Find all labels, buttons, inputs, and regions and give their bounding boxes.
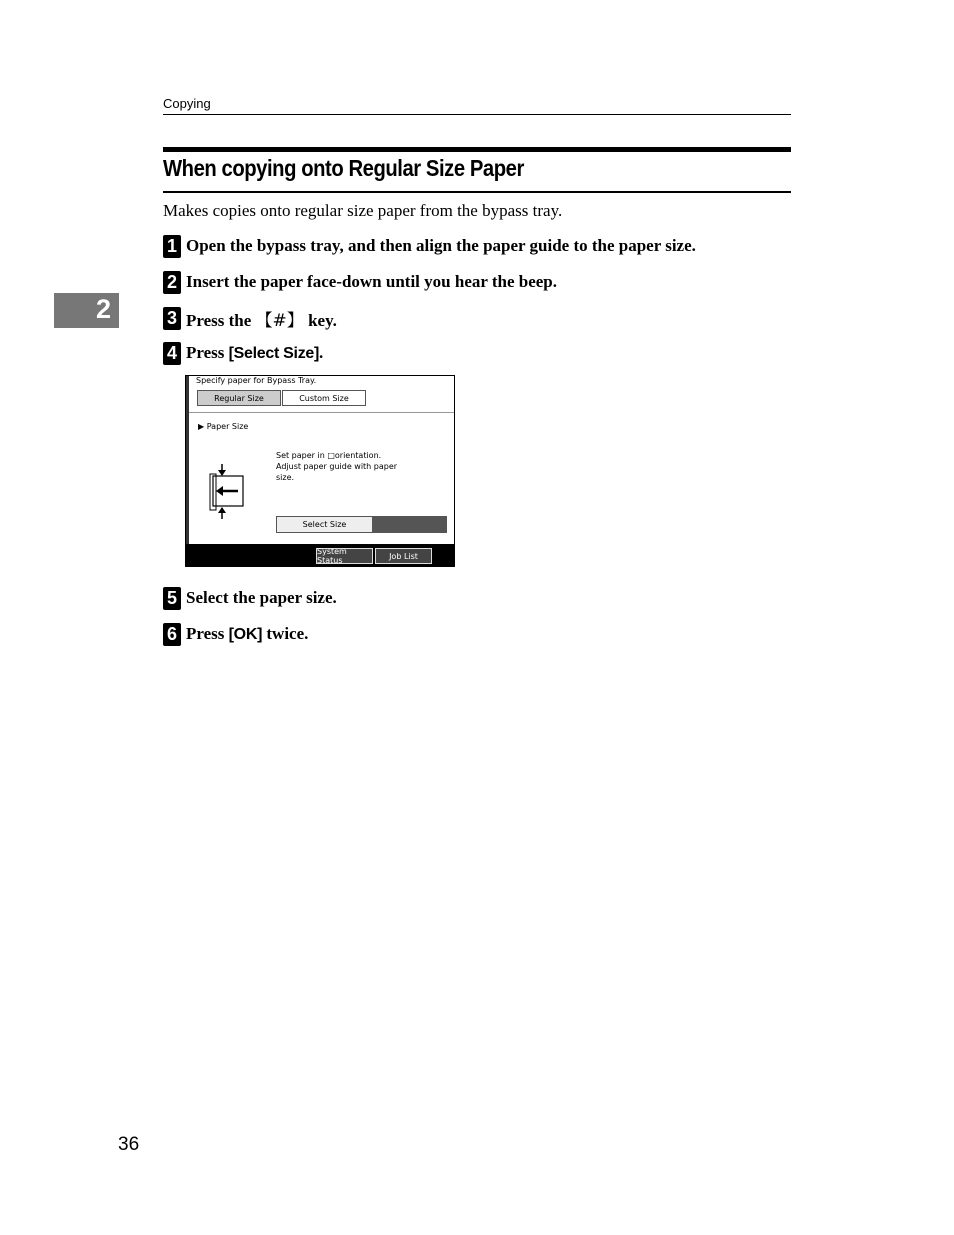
step-text-pre: Press <box>186 624 229 643</box>
page-number: 36 <box>118 1134 140 1155</box>
step-text-pre: Press <box>186 343 229 362</box>
step-number: 4 <box>163 342 181 365</box>
screen-divider <box>189 412 454 413</box>
title-rule <box>163 191 791 193</box>
section-title: When copying onto Regular Size Paper <box>163 155 524 181</box>
instruction-line-3: size. <box>276 473 295 482</box>
select-size-button[interactable]: Select Size <box>276 516 373 533</box>
instruction-line-2: Adjust paper guide with paper <box>276 462 398 471</box>
step-text <box>186 624 308 644</box>
screen-screenshot <box>185 375 455 567</box>
select-size-value-area <box>373 516 447 533</box>
screen-left-edge <box>186 376 189 544</box>
select-size-key-label: [Select Size] <box>228 345 320 362</box>
step-4 <box>163 340 323 366</box>
step-text: Select the paper size. <box>186 588 337 607</box>
step-number: 1 <box>163 235 181 258</box>
step-number: 6 <box>163 623 181 646</box>
step-number: 2 <box>163 271 181 294</box>
chapter-number: 2 <box>96 294 112 324</box>
paper-guide-icon <box>208 464 248 520</box>
step-text-post: key. <box>303 310 337 330</box>
step-3 <box>163 305 337 331</box>
placement-instructions <box>276 450 446 483</box>
step-text <box>186 343 323 363</box>
step-number: 5 <box>163 587 181 610</box>
running-head: Copying <box>163 96 211 111</box>
system-status-button[interactable]: System Status <box>316 548 373 564</box>
step-6 <box>163 621 308 647</box>
step-text: Open the bypass tray, and then align the paper guide to the paper size. <box>186 236 696 255</box>
step-text-post: . <box>319 343 324 362</box>
intro-text: Makes copies onto regular size paper from the bypass tray. <box>163 201 563 220</box>
job-list-button[interactable]: Job List <box>375 548 432 564</box>
triangle-right-icon: ▶ <box>198 422 205 431</box>
instruction-line-1: Set paper in □orientation. <box>276 451 382 460</box>
title-bar <box>163 147 791 152</box>
paper-size-label <box>198 422 248 431</box>
step-text-pre: Press the <box>186 310 256 330</box>
step-text <box>186 306 337 331</box>
ok-key-label: [OK] <box>228 626 263 643</box>
header-rule <box>163 114 791 115</box>
screen-title: Specify paper for Bypass Tray. <box>196 376 317 385</box>
step-1 <box>163 233 696 259</box>
step-5 <box>163 585 337 611</box>
step-text: Insert the paper face-down until you hear the beep. <box>186 272 558 291</box>
hash-key-label: 【#】 <box>255 310 304 331</box>
step-text-post: twice. <box>262 624 309 643</box>
step-number: 3 <box>163 307 181 330</box>
tab-regular-size[interactable]: Regular Size <box>197 390 281 406</box>
tab-custom-size[interactable]: Custom Size <box>282 390 366 406</box>
step-2 <box>163 269 557 295</box>
paper-size-text: Paper Size <box>206 422 249 431</box>
